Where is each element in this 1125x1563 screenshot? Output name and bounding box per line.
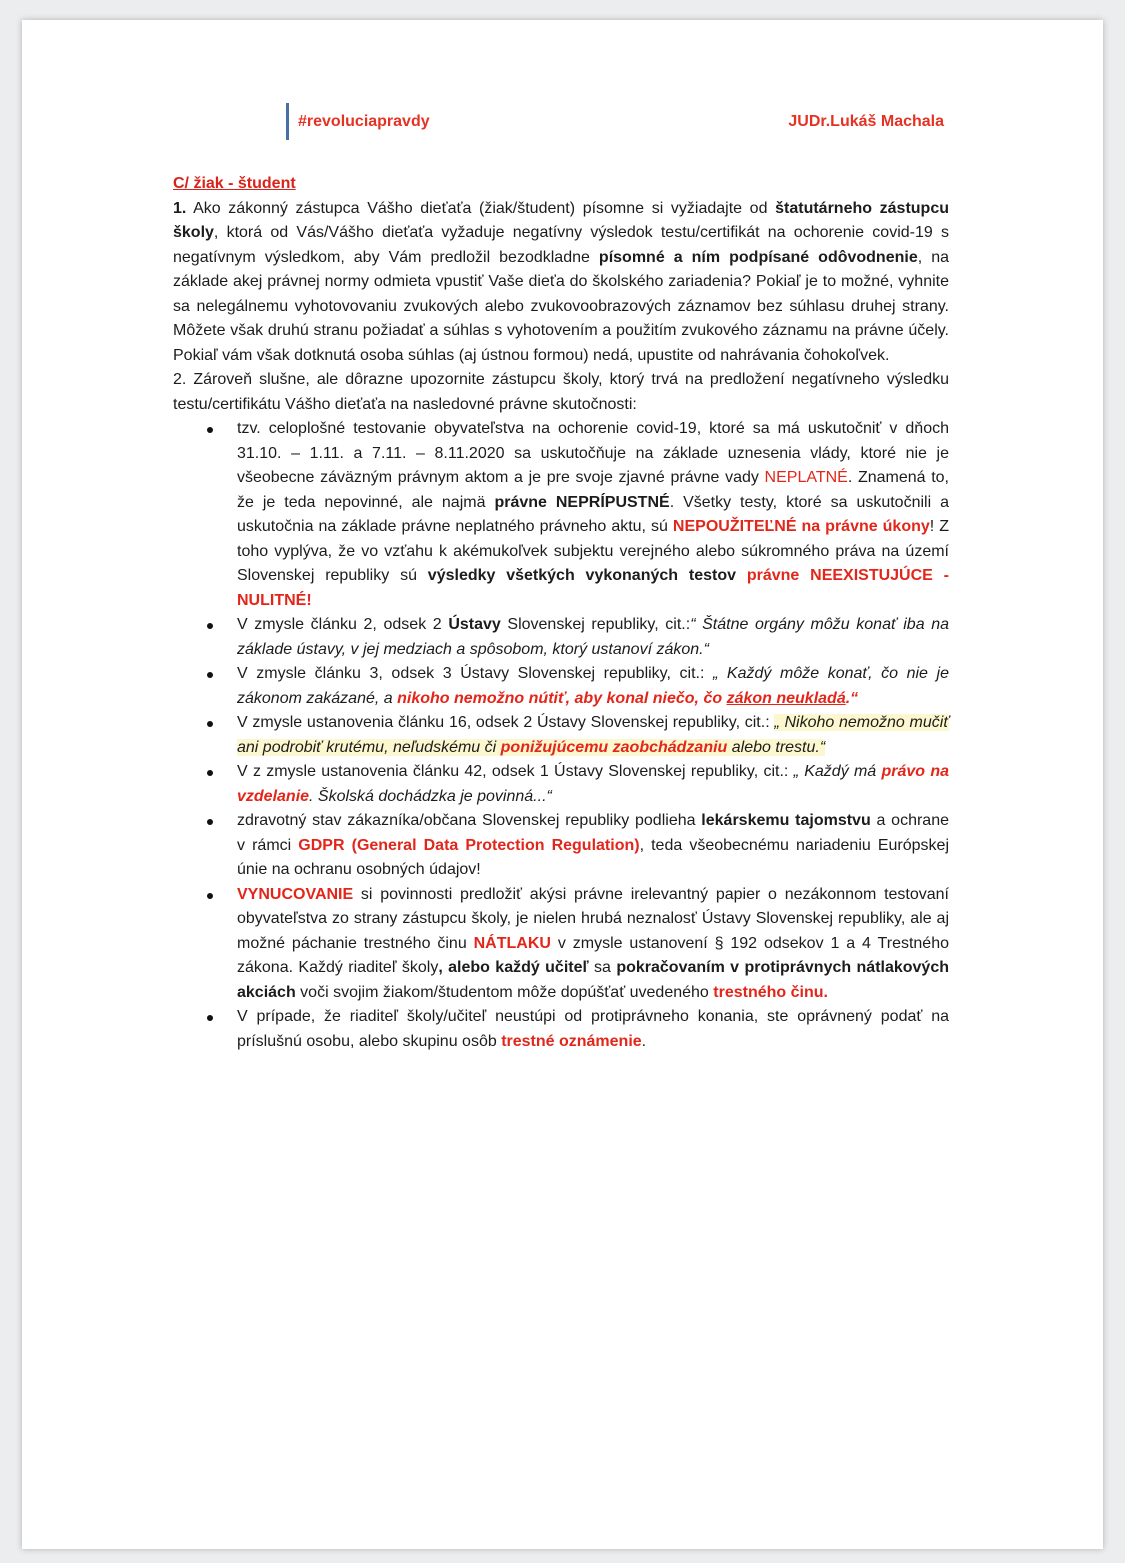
list-item: V z zmysle ustanovenia článku 42, odsek 1 Ústavy Slovenskej republiky, cit.: „ Každý má právo na vzdelanie. Školská dochádzka je povinná...“ [173,760,949,809]
list-item: VYNUCOVANIE si povinnosti predložiť akýsi právne irelevantný papier o nezákonnom testovaní obyvateľstva zo strany zástupcu školy, je nielen hrubá neznalosť Ústavy Slovenskej republiky, ale aj možné páchanie trestného činu NÁTLAKU v zmysle ustanovení § 192 odsekov 1 a 4 Trestného zákona. Každý riaditeľ školy, alebo každý učiteľ sa pokračovaním v protiprávnych nátlakových akciách voči svojim žiakom/študentom môže dopúšťať uvedeného trestného činu. [173,883,949,1006]
list-item: V zmysle článku 2, odsek 2 Ústavy Slovenskej republiky, cit.:“ Štátne orgány môžu konať iba na základe ústavy, v jej medziach a spôsobom, ktorý ustanoví zákon.“ [173,613,949,662]
paragraph-number: 1. [173,199,187,217]
header-accent-bar [286,103,289,140]
list-item: V prípade, že riaditeľ školy/učiteľ neustúpi od protiprávneho konania, ste oprávnený podať na príslušnú osobu, alebo skupinu osôb trestné oznámenie. [173,1005,949,1054]
paragraph-1: 1. Ako zákonný zástupca Vášho dieťaťa (žiak/študent) písomne si vyžiadajte od štatutárneho zástupcu školy, ktorá od Vás/Vášho dieťaťa vyžaduje negatívny výsledok testu/certifikát na ochorenie covid-19 s negatívnym výsledkom, aby Vám predložil bezodkladne písomné a ním podpísané odôvodnenie, na základe akej právnej normy odmieta vpustiť Vaše dieťa do školského zariadenia? Pokiaľ je to možné, vyhnite sa nelegálnemu vyhotovovaniu zvukových alebo zvukovoobrazových záznamov bez súhlasu druhej strany. Môžete však druhú stranu požiadať a súhlas s vyhotovením a použitím zvukového záznamu na právne účely. Pokiaľ vám však dotknutá osoba súhlas (aj ústnou formou) nedá, upustite od nahrávania čohokoľvek. [173,199,950,364]
document-body [173,172,949,1054]
section-title: C/ žiak - študent [173,175,296,192]
list-item: tzv. celoplošné testovanie obyvateľstva na ochorenie covid-19, ktoré sa má uskutočniť v dňoch 31.10. – 1.11. a 7.11. – 8.11.2020 sa uskutočňuje na základe uznesenia vlády, ktoré nie je všeobecne záväzným právnym aktom a je pre svoje zjavné právne vady NEPLATNÉ. Znamená to, že je teda nepovinné, ale najmä právne NEPRÍPUSTNÉ. Všetky testy, ktoré sa uskutočnili a uskutočnia na základe právne neplatného právneho aktu, sú NEPOUŽITEĽNÉ na právne úkony! Z toho vyplýva, že vo vzťahu k akémukoľvek subjektu verejného alebo súkromného práva na území Slovenskej republiky sú výsledky všetkých vykonaných testov právne NEEXISTUJÚCE - NULITNÉ! [173,417,949,613]
header-author: JUDr.Lukáš Machala [788,113,944,130]
list-item: V zmysle ustanovenia článku 16, odsek 2 Ústavy Slovenskej republiky, cit.: „ Nikoho nemožno mučiť ani podrobiť krutému, neľudskému či ponižujúcemu zaobchádzaniu alebo trestu.“ [173,711,949,760]
bullet-list [173,417,949,1054]
list-item: V zmysle článku 3, odsek 3 Ústavy Slovenskej republiky, cit.: „ Každý môže konať, čo nie je zákonom zakázané, a nikoho nemožno nútiť, aby konal niečo, čo zákon neukladá.“ [173,662,949,711]
header-hashtag: #revoluciapravdy [298,113,430,130]
list-item: zdravotný stav zákazníka/občana Slovenskej republiky podlieha lekárskemu tajomstvu a ochrane v rámci GDPR (General Data Protection Regulation), teda všeobecnému nariadeniu Európskej únie na ochranu osobných údajov! [173,809,949,883]
document-page [22,20,1103,1549]
paragraph-2: 2. Zároveň slušne, ale dôrazne upozornite zástupcu školy, ktorý trvá na predložení negatívneho výsledku testu/certifikátu Vášho dieťaťa na nasledovné právne skutočnosti: [173,371,949,413]
